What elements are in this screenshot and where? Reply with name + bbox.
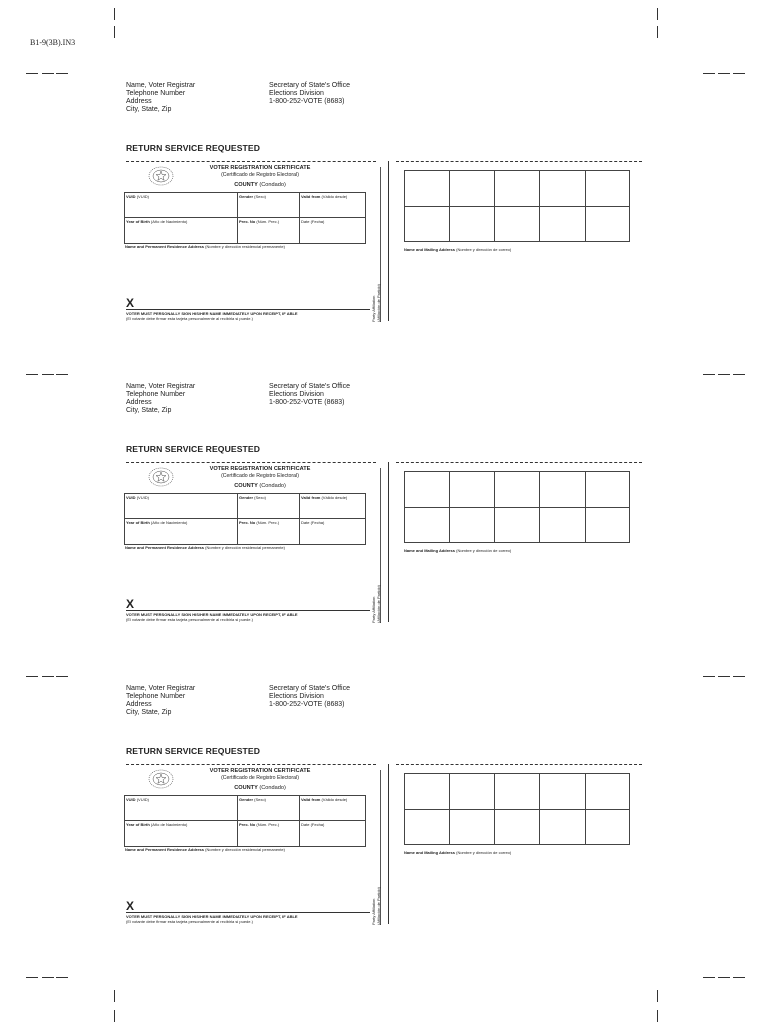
date-label-es: (Fecha) bbox=[310, 219, 325, 224]
cut-line bbox=[126, 764, 376, 765]
grid-line bbox=[237, 494, 238, 544]
voter-info-grid bbox=[124, 192, 366, 244]
cut-line bbox=[126, 462, 376, 463]
mailing-address-label-en: Name and Mailing Address bbox=[404, 247, 455, 252]
sos-address bbox=[269, 383, 350, 407]
registrar-address bbox=[126, 383, 195, 415]
permanent-address-label-es: (Nombre y dirección residencial permanente) bbox=[205, 847, 285, 852]
crop-mark bbox=[114, 1010, 115, 1022]
grid-line bbox=[449, 472, 450, 542]
grid-line bbox=[539, 171, 540, 241]
precinct-label-es: (Núm. Prec.) bbox=[256, 520, 280, 525]
sign-instruction-es: (El votante debe firmar esta tarjeta personalmente al recibirla si puede.) bbox=[126, 316, 253, 321]
vuid-label-es: (VUID) bbox=[136, 797, 149, 802]
grid-line bbox=[405, 809, 629, 810]
precinct-label-es: (Núm. Prec.) bbox=[256, 219, 280, 224]
certificate-title: VOTER REGISTRATION CERTIFICATE bbox=[209, 165, 311, 171]
year-of-birth-label-es: (Año de Nacimiento) bbox=[150, 822, 188, 827]
valid-from-label-es: (Válido desde) bbox=[321, 797, 348, 802]
party-affiliation-label-es: (Afiliación de Partido) bbox=[376, 584, 381, 623]
crop-mark bbox=[114, 8, 115, 20]
party-affiliation-label bbox=[371, 284, 381, 322]
date-label-en: Date bbox=[301, 520, 310, 525]
year-of-birth-label-es: (Año de Nacimiento) bbox=[150, 520, 188, 525]
precinct-label bbox=[239, 822, 279, 827]
voter-card bbox=[0, 82, 770, 382]
cut-line bbox=[126, 161, 376, 162]
valid-from-label-en: Valid from bbox=[301, 797, 321, 802]
grid-line bbox=[449, 774, 450, 844]
gender-label bbox=[239, 194, 266, 199]
signature-line[interactable] bbox=[126, 309, 370, 310]
grid-line bbox=[539, 472, 540, 542]
fold-line bbox=[388, 462, 389, 622]
certificate-title-es: (Certificado de Registro Electoral) bbox=[221, 473, 299, 479]
vuid-label-en: VUID bbox=[126, 495, 136, 500]
gender-label-es: (Sexo) bbox=[254, 194, 266, 199]
county-label-es: (Condado) bbox=[259, 785, 286, 791]
certificate-title-es: (Certificado de Registro Electoral) bbox=[221, 172, 299, 178]
gender-label-es: (Sexo) bbox=[254, 495, 266, 500]
county-label-es: (Condado) bbox=[259, 182, 286, 188]
voter-card bbox=[0, 383, 770, 683]
fold-line bbox=[388, 161, 389, 321]
sos-office: Secretary of State's Office bbox=[269, 383, 350, 390]
sos-division: Elections Division bbox=[269, 391, 324, 398]
valid-from-label-en: Valid from bbox=[301, 495, 321, 500]
grid-line bbox=[125, 518, 365, 519]
grid-line bbox=[237, 193, 238, 243]
year-of-birth-label bbox=[126, 822, 187, 827]
crop-mark bbox=[114, 990, 115, 1002]
registrar-address-line: Address bbox=[126, 701, 152, 708]
sos-office: Secretary of State's Office bbox=[269, 685, 350, 692]
return-service-requested: RETURN SERVICE REQUESTED bbox=[126, 444, 261, 454]
certificate-title: VOTER REGISTRATION CERTIFICATE bbox=[209, 768, 311, 774]
signature-line[interactable] bbox=[126, 610, 370, 611]
vuid-label bbox=[126, 495, 149, 500]
year-of-birth-label-en: Year of Birth bbox=[126, 219, 150, 224]
permanent-address-label-es: (Nombre y dirección residencial permanente) bbox=[205, 545, 285, 550]
valid-from-label bbox=[301, 194, 347, 199]
precinct-label-en: Prec. No bbox=[239, 822, 256, 827]
registrar-phone: Telephone Number bbox=[126, 693, 186, 700]
date-label bbox=[301, 520, 324, 525]
date-label-es: (Fecha) bbox=[310, 520, 325, 525]
registrar-name: Name, Voter Registrar bbox=[126, 82, 196, 89]
grid-line bbox=[299, 494, 300, 544]
crop-mark bbox=[703, 73, 715, 74]
cut-line bbox=[396, 161, 642, 162]
party-stamp-grid bbox=[404, 471, 630, 543]
grid-line bbox=[125, 217, 365, 218]
crop-mark bbox=[42, 73, 54, 74]
year-of-birth-label bbox=[126, 219, 187, 224]
grid-line bbox=[125, 820, 365, 821]
voter-info-grid bbox=[124, 795, 366, 847]
mailing-address-label bbox=[404, 247, 511, 252]
voter-info-grid bbox=[124, 493, 366, 545]
sos-phone: 1-800-252-VOTE (8683) bbox=[269, 98, 345, 105]
grid-line bbox=[237, 796, 238, 846]
crop-mark bbox=[657, 26, 658, 38]
permanent-address-label-es: (Nombre y dirección residencial permanente) bbox=[205, 244, 285, 249]
vuid-label-en: VUID bbox=[126, 797, 136, 802]
return-service-requested: RETURN SERVICE REQUESTED bbox=[126, 746, 261, 756]
form-code: B1-9(3B).IN3 bbox=[30, 38, 76, 47]
fold-line bbox=[388, 764, 389, 924]
party-affiliation-label-en: Party Affiliation bbox=[371, 295, 376, 322]
vuid-label-es: (VUID) bbox=[136, 194, 149, 199]
date-label-en: Date bbox=[301, 219, 310, 224]
sos-division: Elections Division bbox=[269, 693, 324, 700]
mailing-address-label bbox=[404, 850, 511, 855]
crop-mark bbox=[114, 26, 115, 38]
grid-line bbox=[405, 206, 629, 207]
registrar-city: City, State, Zip bbox=[126, 407, 172, 414]
sos-phone: 1-800-252-VOTE (8683) bbox=[269, 399, 345, 406]
cut-line bbox=[396, 764, 642, 765]
registrar-address bbox=[126, 685, 195, 717]
sos-address bbox=[269, 685, 350, 709]
party-affiliation-label-es: (Afiliación de Partido) bbox=[376, 886, 381, 925]
gender-label-en: Gender bbox=[239, 194, 254, 199]
cut-line bbox=[396, 462, 642, 463]
vuid-label bbox=[126, 797, 149, 802]
county-label-en: COUNTY bbox=[234, 483, 258, 489]
valid-from-label bbox=[301, 797, 347, 802]
party-stamp-grid bbox=[404, 773, 630, 845]
county-label bbox=[190, 785, 330, 791]
crop-mark bbox=[718, 73, 730, 74]
party-affiliation-label bbox=[371, 887, 381, 925]
grid-line bbox=[585, 472, 586, 542]
date-label bbox=[301, 822, 324, 827]
registrar-name: Name, Voter Registrar bbox=[126, 685, 196, 692]
permanent-address-label bbox=[125, 847, 285, 852]
signature-x-mark: X bbox=[126, 296, 135, 310]
party-affiliation-label-en: Party Affiliation bbox=[371, 898, 376, 925]
vuid-label-en: VUID bbox=[126, 194, 136, 199]
valid-from-label-es: (Válido desde) bbox=[321, 194, 348, 199]
grid-line bbox=[585, 774, 586, 844]
sign-instruction-es: (El votante debe firmar esta tarjeta personalmente al recibirla si puede.) bbox=[126, 617, 253, 622]
year-of-birth-label bbox=[126, 520, 187, 525]
party-affiliation-label bbox=[371, 585, 381, 623]
certificate-title: VOTER REGISTRATION CERTIFICATE bbox=[209, 466, 311, 472]
crop-mark bbox=[733, 73, 745, 74]
county-label bbox=[190, 483, 330, 489]
county-label-es: (Condado) bbox=[259, 483, 286, 489]
mailing-address-label-en: Name and Mailing Address bbox=[404, 548, 455, 553]
voter-card bbox=[0, 685, 770, 985]
date-label-es: (Fecha) bbox=[310, 822, 325, 827]
valid-from-label-es: (Válido desde) bbox=[321, 495, 348, 500]
crop-mark bbox=[657, 990, 658, 1002]
date-label bbox=[301, 219, 324, 224]
grid-line bbox=[494, 472, 495, 542]
party-stamp-grid bbox=[404, 170, 630, 242]
party-affiliation-label-en: Party Affiliation bbox=[371, 596, 376, 623]
grid-line bbox=[299, 193, 300, 243]
precinct-label-en: Prec. No bbox=[239, 219, 256, 224]
mailing-address-label bbox=[404, 548, 511, 553]
county-label-en: COUNTY bbox=[234, 785, 258, 791]
permanent-address-label-en: Name and Permanent Residence Address bbox=[125, 847, 204, 852]
sign-instruction: VOTER MUST PERSONALLY SIGN HIS/HER NAME IMMEDIATELY UPON RECEIPT, IF ABLE bbox=[126, 914, 298, 919]
county-label-en: COUNTY bbox=[234, 182, 258, 188]
vuid-label-es: (VUID) bbox=[136, 495, 149, 500]
gender-label-es: (Sexo) bbox=[254, 797, 266, 802]
grid-line bbox=[494, 774, 495, 844]
sign-instruction-es: (El votante debe firmar esta tarjeta personalmente al recibirla si puede.) bbox=[126, 919, 253, 924]
registrar-address-line: Address bbox=[126, 399, 152, 406]
precinct-label bbox=[239, 219, 279, 224]
sos-address bbox=[269, 82, 350, 106]
crop-mark bbox=[56, 73, 68, 74]
grid-line bbox=[299, 796, 300, 846]
signature-x-mark: X bbox=[126, 597, 135, 611]
precinct-label-en: Prec. No bbox=[239, 520, 256, 525]
gender-label bbox=[239, 797, 266, 802]
valid-from-label bbox=[301, 495, 347, 500]
crop-mark bbox=[26, 73, 38, 74]
registrar-address bbox=[126, 82, 195, 114]
registrar-address-line: Address bbox=[126, 98, 152, 105]
gender-label-en: Gender bbox=[239, 495, 254, 500]
registrar-name: Name, Voter Registrar bbox=[126, 383, 196, 390]
gender-label bbox=[239, 495, 266, 500]
grid-line bbox=[585, 171, 586, 241]
date-label-en: Date bbox=[301, 822, 310, 827]
state-seal-icon bbox=[147, 166, 175, 186]
registrar-phone: Telephone Number bbox=[126, 90, 186, 97]
party-affiliation-label-es: (Afiliación de Partido) bbox=[376, 283, 381, 322]
return-service-requested: RETURN SERVICE REQUESTED bbox=[126, 143, 261, 153]
valid-from-label-en: Valid from bbox=[301, 194, 321, 199]
grid-line bbox=[539, 774, 540, 844]
precinct-label bbox=[239, 520, 279, 525]
permanent-address-label bbox=[125, 545, 285, 550]
year-of-birth-label-en: Year of Birth bbox=[126, 520, 150, 525]
grid-line bbox=[494, 171, 495, 241]
precinct-label-es: (Núm. Prec.) bbox=[256, 822, 280, 827]
registrar-city: City, State, Zip bbox=[126, 709, 172, 716]
permanent-address-label-en: Name and Permanent Residence Address bbox=[125, 545, 204, 550]
signature-x-mark: X bbox=[126, 899, 135, 913]
vuid-label bbox=[126, 194, 149, 199]
crop-mark bbox=[657, 8, 658, 20]
crop-mark bbox=[657, 1010, 658, 1022]
mailing-address-label-en: Name and Mailing Address bbox=[404, 850, 455, 855]
grid-line bbox=[405, 507, 629, 508]
certificate-title-es: (Certificado de Registro Electoral) bbox=[221, 775, 299, 781]
mailing-address-label-es: (Nombre y dirección de correo) bbox=[456, 850, 512, 855]
mailing-address-label-es: (Nombre y dirección de correo) bbox=[456, 247, 512, 252]
grid-line bbox=[449, 171, 450, 241]
sign-instruction: VOTER MUST PERSONALLY SIGN HIS/HER NAME IMMEDIATELY UPON RECEIPT, IF ABLE bbox=[126, 612, 298, 617]
gender-label-en: Gender bbox=[239, 797, 254, 802]
permanent-address-label-en: Name and Permanent Residence Address bbox=[125, 244, 204, 249]
signature-line[interactable] bbox=[126, 912, 370, 913]
year-of-birth-label-en: Year of Birth bbox=[126, 822, 150, 827]
state-seal-icon bbox=[147, 467, 175, 487]
mailing-address-label-es: (Nombre y dirección de correo) bbox=[456, 548, 512, 553]
county-label bbox=[190, 182, 330, 188]
sos-office: Secretary of State's Office bbox=[269, 82, 350, 89]
state-seal-icon bbox=[147, 769, 175, 789]
registrar-phone: Telephone Number bbox=[126, 391, 186, 398]
sos-division: Elections Division bbox=[269, 90, 324, 97]
sign-instruction: VOTER MUST PERSONALLY SIGN HIS/HER NAME IMMEDIATELY UPON RECEIPT, IF ABLE bbox=[126, 311, 298, 316]
sos-phone: 1-800-252-VOTE (8683) bbox=[269, 701, 345, 708]
year-of-birth-label-es: (Año de Nacimiento) bbox=[150, 219, 188, 224]
registrar-city: City, State, Zip bbox=[126, 106, 172, 113]
permanent-address-label bbox=[125, 244, 285, 249]
